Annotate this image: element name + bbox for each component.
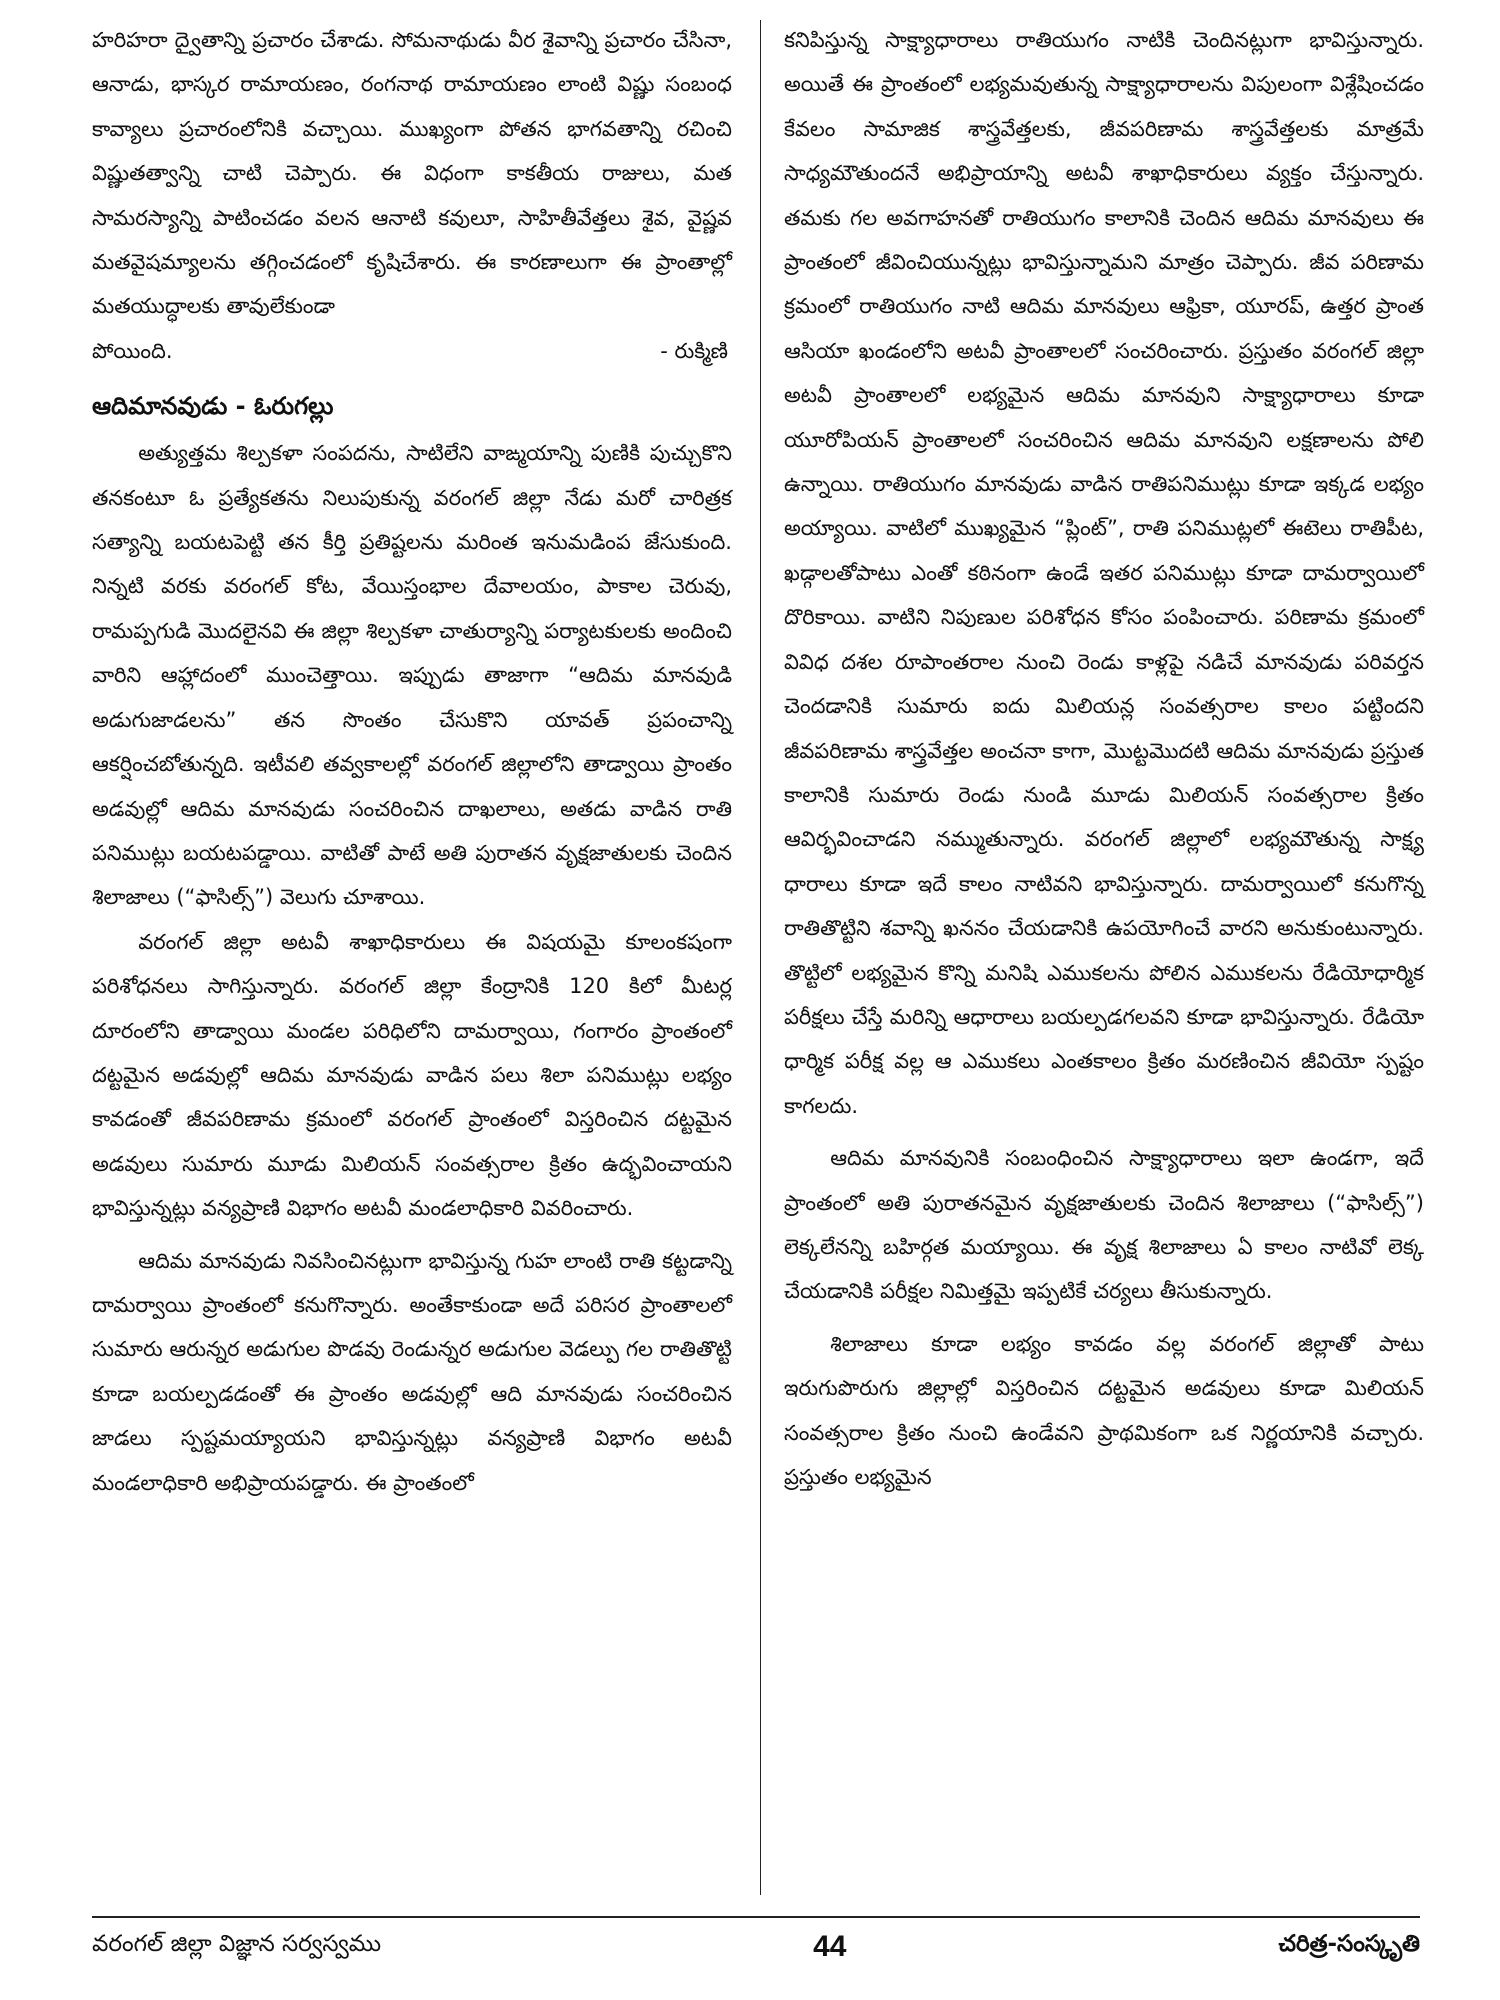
left-column [92, 18, 732, 1505]
signature-line [92, 329, 732, 373]
intro-paragraph: హరిహరా ద్వైతాన్ని ప్రచారం చేశాడు. సోమనాథుడు వీర శైవాన్ని ప్రచారం చేసినా, ఆనాడు, భాస్కర రామాయణం, రంగనాథ రామాయణం లాంటి విష్ణు సంబంధ కావ్యాలు ప్రచారంలోనికి వచ్చాయి. ముఖ్యంగా పోతన భాగవతాన్ని రచించి విష్ణుతత్వాన్ని చాటి చెప్పారు. ఈ విధంగా కాకతీయ రాజులు, మత సామరస్యాన్ని పాటించడం వలన ఆనాటి కవులూ, సాహితీవేత్తలు శైవ, వైష్ణవ మతవైషమ్యాలను తగ్గించడంలో కృషిచేశారు. ఈ కారణాలుగా ఈ ప్రాంతాల్లో మతయుద్ధాలకు తావులేకుండా [92, 28, 732, 319]
footer-section-name: చరిత్ర-సంస్కృతి [1278, 1931, 1420, 1957]
right-column [784, 18, 1424, 1499]
right-paragraph-2: ఆదిమ మానవునికి సంబంధించిన సాక్ష్యాధారాలు ఇలా ఉండగా, ఇదే ప్రాంతంలో అతి పురాతనమైన వృక్షజాతులకు చెందిన శిలాజాలు (“ఫాసిల్స్”) లెక్కలేనన్ని బహిర్గత మయ్యాయి. ఈ వృక్ష శిలాజాలు ఏ కాలం నాటివో లెక్క చేయడానికి పరీక్షల నిమిత్తమై ఇప్పటికే చర్యలు తీసుకున్నారు. [784, 1146, 1424, 1304]
column-divider [760, 20, 761, 1895]
footer-book-title: వరంగల్ జిల్లా విజ్ఞాన సర్వస్వము [92, 1931, 382, 1957]
footer-rule [92, 1916, 1420, 1918]
left-paragraph-1: అత్యుత్తమ శిల్పకళా సంపదను, సాటిలేని వాఙ్మయాన్ని పుణికి పుచ్చుకొని తనకంటూ ఓ ప్రత్యేకతను నిలుపుకున్న వరంగల్ జిల్లా నేడు మరో చారిత్రక సత్యాన్ని బయటపెట్టి తన కీర్తి ప్రతిష్టలను మరింత ఇనుమడింప జేసుకుంది. నిన్నటి వరకు వరంగల్ కోట, వేయిస్తంభాల దేవాలయం, పాకాల చెరువు, రామప్పగుడి మొదలైనవి ఈ జిల్లా శిల్పకళా చాతుర్యాన్ని పర్యాటకులకు అందించి వారిని ఆహ్లాదంలో ముంచెత్తాయి. ఇప్పుడు తాజాగా “ఆదిమ మానవుడి అడుగుజాడలను” తన సొంతం చేసుకొని యావత్ ప్రపంచాన్ని ఆకర్షించబోతున్నది. ఇటీవలి తవ్వకాలల్లో వరంగల్ జిల్లాలోని తాడ్వాయి ప్రాంతం అడవుల్లో ఆదిమ మానవుడు సంచరించిన దాఖలాలు, అతడు వాడిన రాతి పనిముట్లు బయటపడ్డాయి. వాటితో పాటే అతి పురాతన వృక్షజాతులకు చెందిన శిలాజాలు (“ఫాసిల్స్”) వెలుగు చూశాయి. [92, 441, 732, 910]
left-paragraph-2: వరంగల్ జిల్లా అటవీ శాఖాధికారులు ఈ విషయమై కూలంకషంగా పరిశోధనలు సాగిస్తున్నారు. వరంగల్ జిల్లా కేంద్రానికి 120 కిలో మీటర్ల దూరంలోని తాడ్వాయి మండల పరిధిలోని దామర్వాయి, గంగారం ప్రాంతంలో దట్టమైన అడవుల్లో ఆదిమ మానవుడు వాడిన పలు శిలా పనిముట్లు లభ్యం కావడంతో జీవపరిణామ క్రమంలో వరంగల్ ప్రాంతంలో విస్తరించిన దట్టమైన అడవులు సుమారు మూడు మిలియన్ సంవత్సరాల క్రితం ఉద్భవించాయని భావిస్తున్నట్లు వన్యప్రాణి విభాగం అటవీ మండలాధికారి వివరించారు. [92, 929, 732, 1221]
author-name: - రుక్మిణి [660, 338, 728, 363]
intro-last-line: పోయింది. [92, 338, 173, 363]
left-paragraph-3: ఆదిమ మానవుడు నివసించినట్లుగా భావిస్తున్న గుహ లాంటి రాతి కట్టడాన్ని దామర్వాయి ప్రాంతంలో కనుగొన్నారు. అంతేకాకుండా అదే పరిసర ప్రాంతాలలో సుమారు ఆరున్నర అడుగుల పొడవు రెండున్నర అడుగుల వెడల్పు గల రాతితొట్టి కూడా బయల్పడడంతో ఈ ప్రాంతం అడవుల్లో ఆది మానవుడు సంచరించిన జాడలు స్పష్టమయ్యాయని భావిస్తున్నట్లు వన్యప్రాణి విభాగం అటవీ మండలాధికారి అభిప్రాయపడ్డారు. ఈ ప్రాంతంలో [92, 1248, 732, 1495]
right-paragraph-3: శిలాజాలు కూడా లభ్యం కావడం వల్ల వరంగల్ జిల్లాతో పాటు ఇరుగుపొరుగు జిల్లాల్లో విస్తరించిన దట్టమైన అడవులు కూడా మిలియన్ సంవత్సరాల క్రితం నుంచి ఉండేవని ప్రాథమికంగా ఒక నిర్ణయానికి వచ్చారు. ప్రస్తుతం లభ్యమైన [784, 1331, 1424, 1489]
right-paragraph-1: కనిపిస్తున్న సాక్ష్యాధారాలు రాతియుగం నాటికి చెందినట్లుగా భావిస్తున్నారు. అయితే ఈ ప్రాంతంలో లభ్యమవుతున్న సాక్ష్యాధారాలను విపులంగా విశ్లేషించడం కేవలం సామాజిక శాస్త్రవేత్తలకు, జీవపరిణామ శాస్త్రవేత్తలకు మాత్రమే సాధ్యమౌతుందనే అభిప్రాయాన్ని అటవీ శాఖాధికారులు వ్యక్తం చేస్తున్నారు. తమకు గల అవగాహనతో రాతియుగం కాలానికి చెందిన ఆదిమ మానవులు ఈ ప్రాంతంలో జీవించియున్నట్లు భావిస్తున్నామని మాత్రం చెప్పారు. జీవ పరిణామ క్రమంలో రాతియుగం నాటి ఆదిమ మానవులు ఆఫ్రికా, యూరప్, ఉత్తర ప్రాంత ఆసియా ఖండంలోని అటవీ ప్రాంతాలలో సంచరించారు. ప్రస్తుతం వరంగల్ జిల్లా అటవీ ప్రాంతాలలో లభ్యమైన ఆదిమ మానవుని సాక్ష్యాధారాలు కూడా యూరోపియన్ ప్రాంతాలలో సంచరించిన ఆదిమ మానవుని లక్షణాలను పోలి ఉన్నాయి. రాతియుగం మానవుడు వాడిన రాతిపనిముట్లు కూడా ఇక్కడ లభ్యం అయ్యాయి. వాటిలో ముఖ్యమైన “ప్లింట్”, రాతి పనిముట్లలో ఈటెలు రాతిపీట, ఖడ్గాలతోపాటు ఎంతో కఠినంగా ఉండే ఇతర పనిముట్లు కూడా దామర్వాయిలో దొరికాయి. వాటిని నిపుణుల పరిశోధన కోసం పంపించారు. పరిణామ క్రమంలో వివిధ దశల రూపాంతరాల నుంచి రెండు కాళ్లపై నడిచే మానవుడు పరివర్తన చెందడానికి సుమారు ఐదు మిలియన్ల సంవత్సరాల కాలం పట్టిందని జీవపరిణామ శాస్త్రవేత్తల అంచనా కాగా, మొట్టమొదటి ఆదిమ మానవుడు ప్రస్తుత కాలానికి సుమారు రెండు నుండి మూడు మిలియన్ సంవత్సరాల క్రితం ఆవిర్భవించాడని నమ్ముతున్నారు. వరంగల్ జిల్లాలో లభ్యమౌతున్న సాక్ష్య ధారాలు కూడా ఇదే కాలం నాటివని భావిస్తున్నారు. దామర్వాయిలో కనుగొన్న రాతితొట్టిని శవాన్ని ఖననం చేయడానికి ఉపయోగించే వారని అనుకుంటున్నారు. తొట్టిలో లభ్యమైన కొన్ని మనిషి ఎముకలను పోలిన ఎముకలను రేడియోధార్మిక పరీక్షలు చేస్తే మరిన్ని ఆధారాలు బయల్పడగలవని కూడా భావిస్తున్నారు. రేడియో ధార్మిక పరీక్ష వల్ల ఆ ఎముకలు ఎంతకాలం క్రితం మరణించిన జీవియో స్పష్టం కాగలదు. [784, 28, 1424, 1118]
section-heading: ఆదిమానవుడు - ఓరుగల్లు [92, 392, 334, 421]
page-footer [92, 1924, 1420, 1970]
page-number: 44 [813, 1930, 847, 1963]
